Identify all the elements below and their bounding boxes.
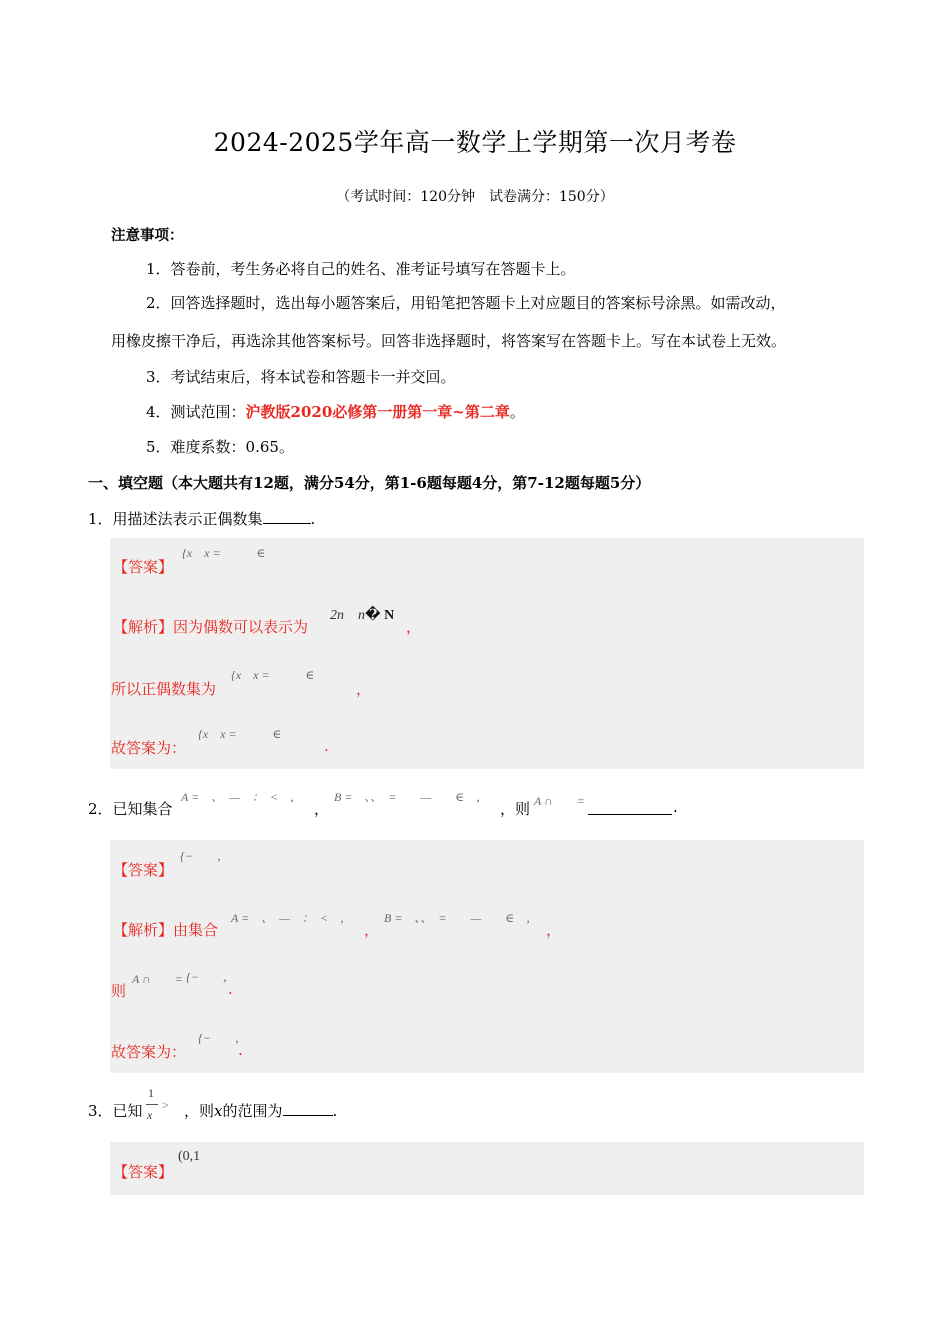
comma: ， <box>314 800 330 818</box>
then-text: ，则 <box>500 800 531 818</box>
section-heading: 一、填空题（本大题共有12题，满分54分，第1-6题每题4分，第7-12题每题5分） <box>88 474 651 492</box>
answer-blank <box>263 509 311 524</box>
scope-label: 4．测试范围： <box>146 403 246 421</box>
analysis-line-2: 所以正偶数集为 <box>111 680 217 698</box>
comma: ， <box>364 921 380 939</box>
math-expression: {− ， <box>186 970 235 984</box>
math-expression: (0,1 <box>178 1149 201 1164</box>
math-expression <box>330 604 394 624</box>
comma: ， <box>406 618 422 636</box>
scope-suffix: 。 <box>509 403 525 421</box>
math-expression: {x x = ∈ <box>231 668 315 682</box>
period: . <box>228 980 233 998</box>
question-1-end: . <box>310 510 316 528</box>
range-text: 的范围为 <box>222 1102 283 1120</box>
math-expression: A ∩ = <box>132 972 183 986</box>
notice-item-4 <box>146 401 525 422</box>
math-expression: B = 、、 = — ∈ ， <box>334 790 489 804</box>
question-3-stem: 3．已知 <box>88 1102 143 1120</box>
answer-box-2 <box>110 840 864 1073</box>
math-expression: A = 、 — ： < ， <box>181 790 302 804</box>
question-1-stem: 1．用描述法表示正偶数集 <box>88 510 263 528</box>
variable-x: x <box>214 1102 223 1120</box>
math-expression: {x x = ∈ <box>182 546 266 560</box>
exam-info: （考试时间：120分钟 试卷满分：150分） <box>336 189 614 205</box>
answer-label: 【答案】 <box>113 861 174 879</box>
answer-box-3 <box>110 1142 864 1195</box>
math-expression: {− ， <box>180 849 229 863</box>
answer-label: 【答案】 <box>113 558 174 576</box>
answer-box-1 <box>110 538 864 769</box>
final-answer-line: 故答案为： <box>111 1043 187 1061</box>
question-1 <box>88 508 315 529</box>
notice-item-3: 3．考试结束后，将本试卷和答题卡一并交回。 <box>146 368 456 386</box>
comma: ， <box>356 680 372 698</box>
then-text: 则 <box>111 982 127 1000</box>
page-title: 2024-2025学年高一数学上学期第一次月考卷 <box>213 128 737 157</box>
notice-heading: 注意事项： <box>111 227 184 244</box>
answer-blank <box>588 800 672 815</box>
math-naturals: � N <box>365 608 395 623</box>
analysis-line-1 <box>113 616 308 637</box>
period: . <box>238 1041 243 1059</box>
math-expression: A ∩ = <box>534 794 585 808</box>
then-text: ，则 <box>184 1102 215 1120</box>
answer-label: 【答案】 <box>113 1163 174 1181</box>
analysis-text: 因为偶数可以表示为 <box>173 618 309 636</box>
final-answer-line: 故答案为： <box>111 739 187 757</box>
fraction-numerator: 1 <box>148 1086 154 1100</box>
math-expression: {x x = ∈ <box>198 727 282 741</box>
question-3-text <box>184 1100 337 1121</box>
analysis-text: 由集合 <box>173 921 219 939</box>
answer-blank <box>283 1101 333 1116</box>
math-expression: {− ， <box>198 1031 247 1045</box>
question-2-end: . <box>673 798 678 816</box>
math-2n: 2n n <box>330 608 365 623</box>
notice-item-5: 5．难度系数：0.65。 <box>146 438 294 456</box>
analysis-line-1 <box>113 919 218 940</box>
notice-item-2-cont: 用橡皮擦干净后，再选涂其他答案标号。回答非选择题时，将答案写在答题卡上。写在本试卷上无效。 <box>111 332 787 350</box>
analysis-label: 【解析】 <box>113 921 174 939</box>
analysis-label: 【解析】 <box>113 618 174 636</box>
greater-than: > <box>162 1098 169 1112</box>
math-expression: A = 、 — ： < ， <box>231 911 352 925</box>
period: . <box>324 737 329 755</box>
question-3-end: . <box>332 1102 338 1120</box>
fraction-denominator: x <box>147 1108 153 1122</box>
math-expression: B = 、、 = — ∈ ， <box>384 911 539 925</box>
fraction-bar <box>146 1104 158 1105</box>
comma: ， <box>546 921 562 939</box>
notice-item-2: 2．回答选择题时，选出每小题答案后，用铅笔把答题卡上对应题目的答案标号涂黑。如需改动， <box>146 294 786 312</box>
question-2-stem: 2．已知集合 <box>88 800 173 818</box>
notice-item-1: 1．答卷前，考生务必将自己的姓名、准考证号填写在答题卡上。 <box>146 260 576 278</box>
scope-value: 沪教版2020必修第一册第一章~第二章 <box>245 403 510 421</box>
